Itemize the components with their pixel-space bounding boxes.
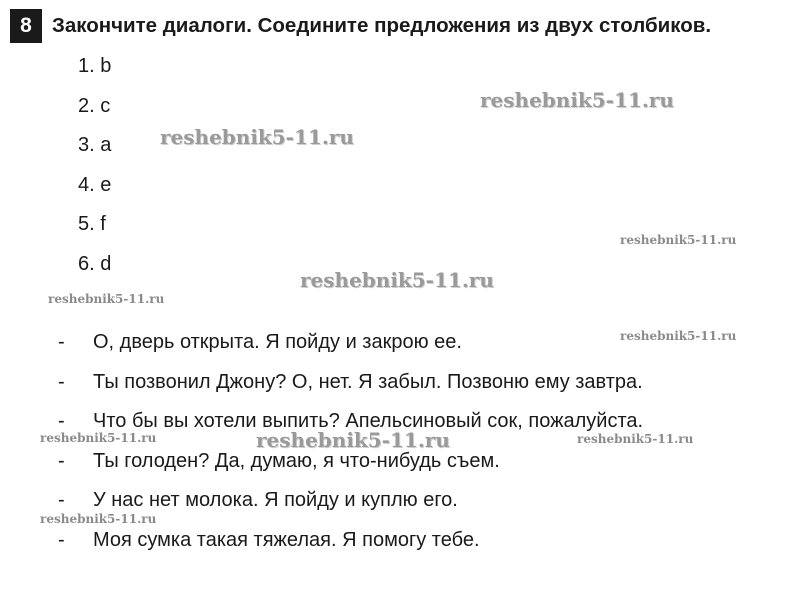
watermark: reshebnik5-11.ru: [480, 88, 674, 112]
list-dash: -: [58, 331, 65, 353]
list-dash: -: [58, 528, 65, 551]
task-number-badge: 8: [10, 9, 42, 43]
sentence-text: У нас нет молока. Я пойду и куплю его.: [93, 489, 458, 512]
sentence-item: [58, 369, 643, 409]
sentence-item: [58, 329, 643, 369]
list-dash: -: [58, 370, 65, 393]
task-title: Закончите диалоги. Соедините предложения из двух столбиков.: [52, 14, 712, 37]
sentence-item: [58, 448, 643, 488]
watermark: reshebnik5-11.ru: [620, 329, 737, 343]
sentence-text: О, дверь открыта. Я пойду и закрою ее.: [93, 331, 462, 353]
task-header: [10, 9, 711, 43]
list-dash: -: [58, 449, 65, 472]
answer-item: 1. b: [78, 55, 112, 77]
watermark: reshebnik5-11.ru: [577, 432, 694, 446]
answer-item: 2. c: [78, 94, 111, 117]
answer-list: [78, 53, 111, 291]
sentence-text: Ты позвонил Джону? О, нет. Я забыл. Позвоню ему завтра.: [93, 370, 643, 393]
watermark: reshebnik5-11.ru: [620, 233, 737, 247]
sentence-item: [58, 527, 643, 567]
list-dash: -: [58, 410, 65, 433]
answer-item: 5. f: [78, 213, 106, 236]
answer-item: 6. d: [78, 252, 112, 275]
watermark: reshebnik5-11.ru: [48, 292, 165, 306]
sentence-text: Моя сумка такая тяжелая. Я помогу тебе.: [93, 528, 480, 551]
answer-item: 4. e: [78, 173, 112, 196]
watermark: reshebnik5-11.ru: [40, 512, 157, 526]
list-dash: -: [58, 489, 65, 512]
watermark: reshebnik5-11.ru: [160, 125, 354, 149]
sentence-text: Что бы вы хотели выпить? Апельсиновый сок, пожалуйста.: [93, 410, 644, 433]
watermark: reshebnik5-11.ru: [40, 431, 157, 445]
answer-item: 3. a: [78, 134, 112, 157]
sentence-text: Ты голоден? Да, думаю, я что-нибудь съем.: [93, 449, 500, 472]
watermark: reshebnik5-11.ru: [256, 428, 450, 452]
watermark: reshebnik5-11.ru: [300, 268, 494, 292]
